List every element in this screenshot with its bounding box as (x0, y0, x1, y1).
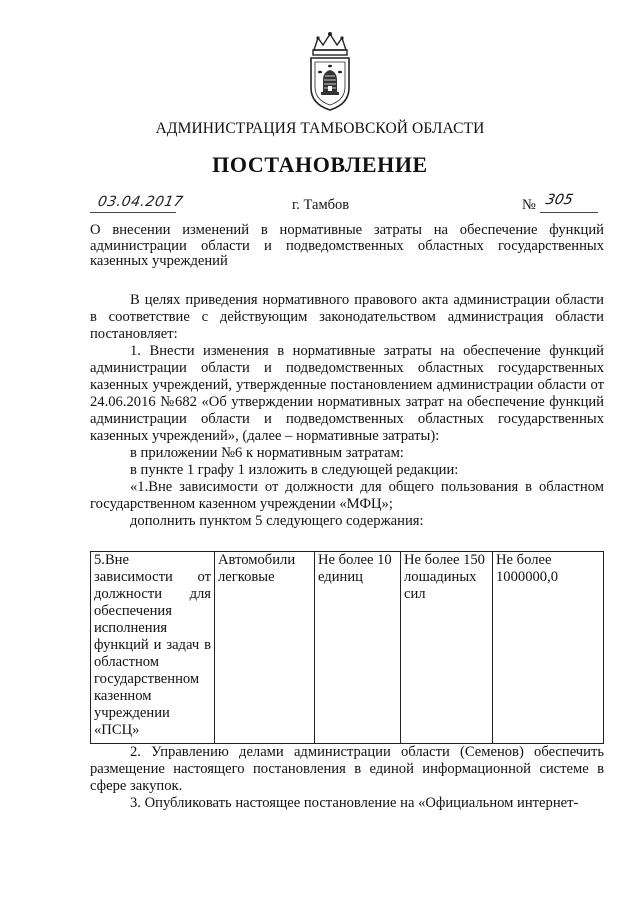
document-type-heading: ПОСТАНОВЛЕНИЕ (212, 152, 428, 177)
table-cell-vehicle-type: Автомобили легковые (215, 552, 315, 743)
item-2-paragraph: 2. Управлению делами администрации области (Семенов) обеспечить размещение настоящего постановления в единой информационной системе в сфере закупок. (90, 744, 604, 794)
table-cell-power: Не более 150 лошадиных сил (401, 552, 493, 743)
table-cell-quantity: Не более 10 единиц (315, 552, 401, 743)
appendix-line: в приложении №6 к нормативным затратам: (130, 445, 404, 461)
item-1-column-line: в пункте 1 графу 1 изложить в следующей редакции: (130, 462, 459, 478)
document-body (90, 292, 604, 530)
item-1-paragraph: 1. Внести изменения в нормативные затраты на обеспечение функций администрации области и подведомственных областных государственных казенных учреждений, утвержденные постановлением администрации области от 24.06.2016 №682 «Об утверждении нормативных затрат на обеспечение функций администрации области и подведомственных областных государственных казенных учреждений», (далее – нормативные затраты): (90, 343, 604, 444)
date-number-line (90, 192, 600, 217)
organization-heading: АДМИНИСТРАЦИЯ ТАМБОВСКОЙ ОБЛАСТИ (155, 120, 485, 137)
number-underline (540, 212, 598, 213)
closing-items (90, 744, 604, 812)
city-label: г. Тамбов (292, 197, 350, 213)
handwritten-number: 305 (544, 192, 575, 208)
date-underline (90, 212, 176, 213)
add-item-5-line: дополнить пунктом 5 следующего содержания: (130, 513, 424, 529)
item-3-paragraph: 3. Опубликовать настоящее постановление на «Официальном интернет- (130, 795, 579, 811)
quote-item-1: «1.Вне зависимости от должности для общего пользования в областном государственном казенном учреждении «МФЦ»; (90, 479, 604, 512)
table-cell-purpose: 5.Вне зависимости от должности для обеспечения исполнения функций и задач в областном государственном казенном учреждении «ПСЦ» (91, 552, 215, 743)
table-cell-price: Не более 1000000,0 (496, 552, 559, 585)
handwritten-date: 03.04.2017 (96, 194, 185, 210)
amendment-table (90, 551, 604, 744)
coat-of-arms-emblem (306, 30, 354, 114)
document-title: О внесении изменений в нормативные затраты на обеспечение функций администрации области и подведомственных областных государственных казенных учреждений (90, 222, 604, 269)
intro-paragraph: В целях приведения нормативного правового акта администрации области в соответствие с действующим законодательством администрация области постановляет: (90, 292, 604, 342)
number-prefix: № (522, 197, 536, 213)
